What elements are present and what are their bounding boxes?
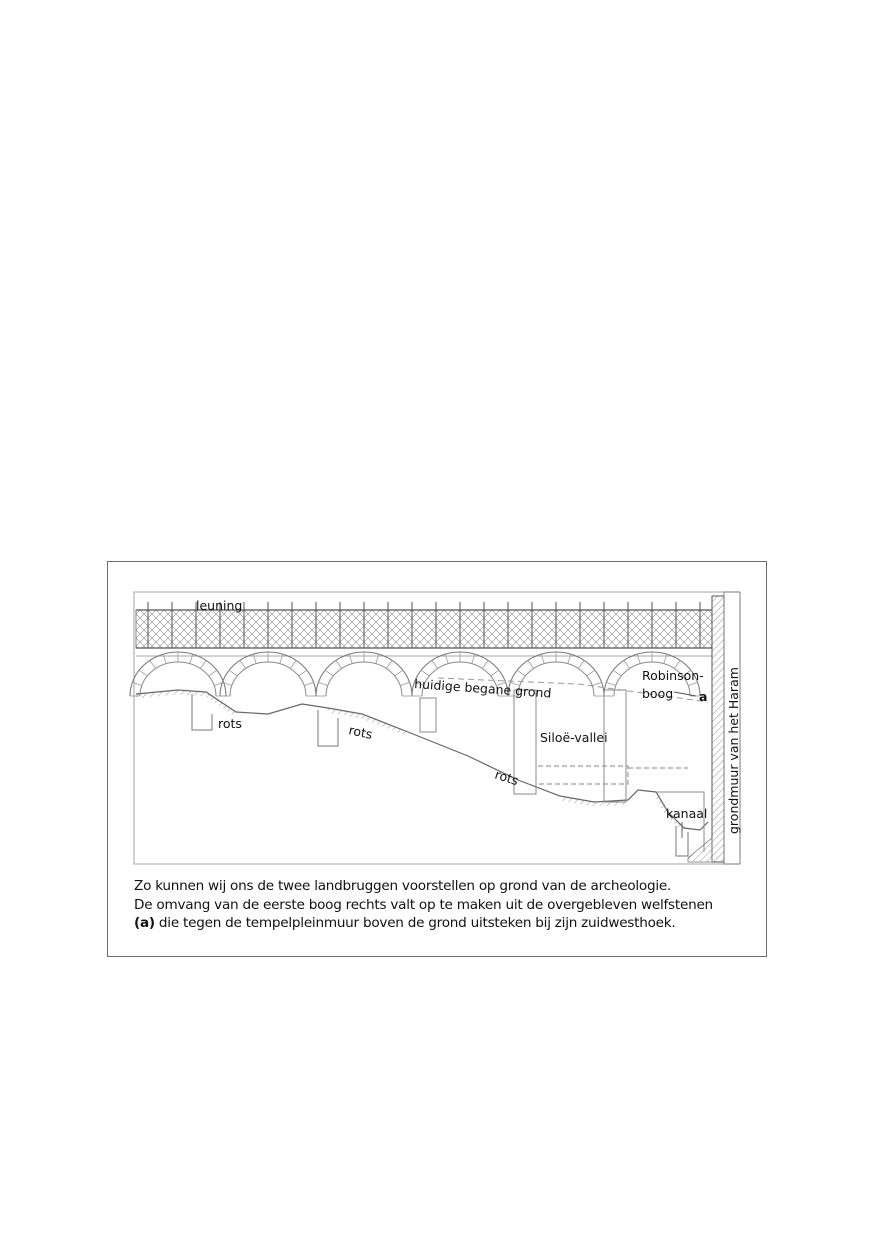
label-huidige-begane-grond: huidige begane grond — [413, 676, 552, 701]
label-siloe-vallei: Siloë-vallei — [540, 730, 608, 745]
caption-line-3 — [134, 914, 759, 933]
label-rots-1: rots — [218, 716, 242, 731]
bridge-piers — [420, 690, 704, 852]
arch — [220, 652, 316, 696]
label-grondmuur: grondmuur van het Haram — [726, 667, 741, 834]
label-boog: boog — [642, 686, 674, 701]
rock-profile — [136, 690, 708, 856]
robinson-arrow — [674, 692, 696, 696]
caption-line-3-text: die tegen de tempelpleinmuur boven de grond uitsteken bij zijn zuidwesthoek. — [154, 915, 676, 931]
label-kanaal: kanaal — [666, 806, 708, 821]
caption-line-2: De omvang van de eerste boog rechts valt op te maken uit de overgebleven welfstenen — [134, 896, 713, 913]
label-rots-3: rots — [493, 766, 521, 789]
label-robinson: Robinson- — [642, 668, 704, 683]
label-leuning: leuning — [196, 598, 243, 613]
label-rots-2: rots — [347, 722, 374, 742]
figure-caption — [134, 877, 759, 933]
caption-line-1: Zo kunnen wij ons de twee landbruggen voorstellen op grond van de archeologie. — [134, 878, 672, 894]
label-a: a — [699, 689, 708, 704]
arch — [316, 652, 412, 696]
caption-ref-a: (a) — [134, 915, 155, 931]
